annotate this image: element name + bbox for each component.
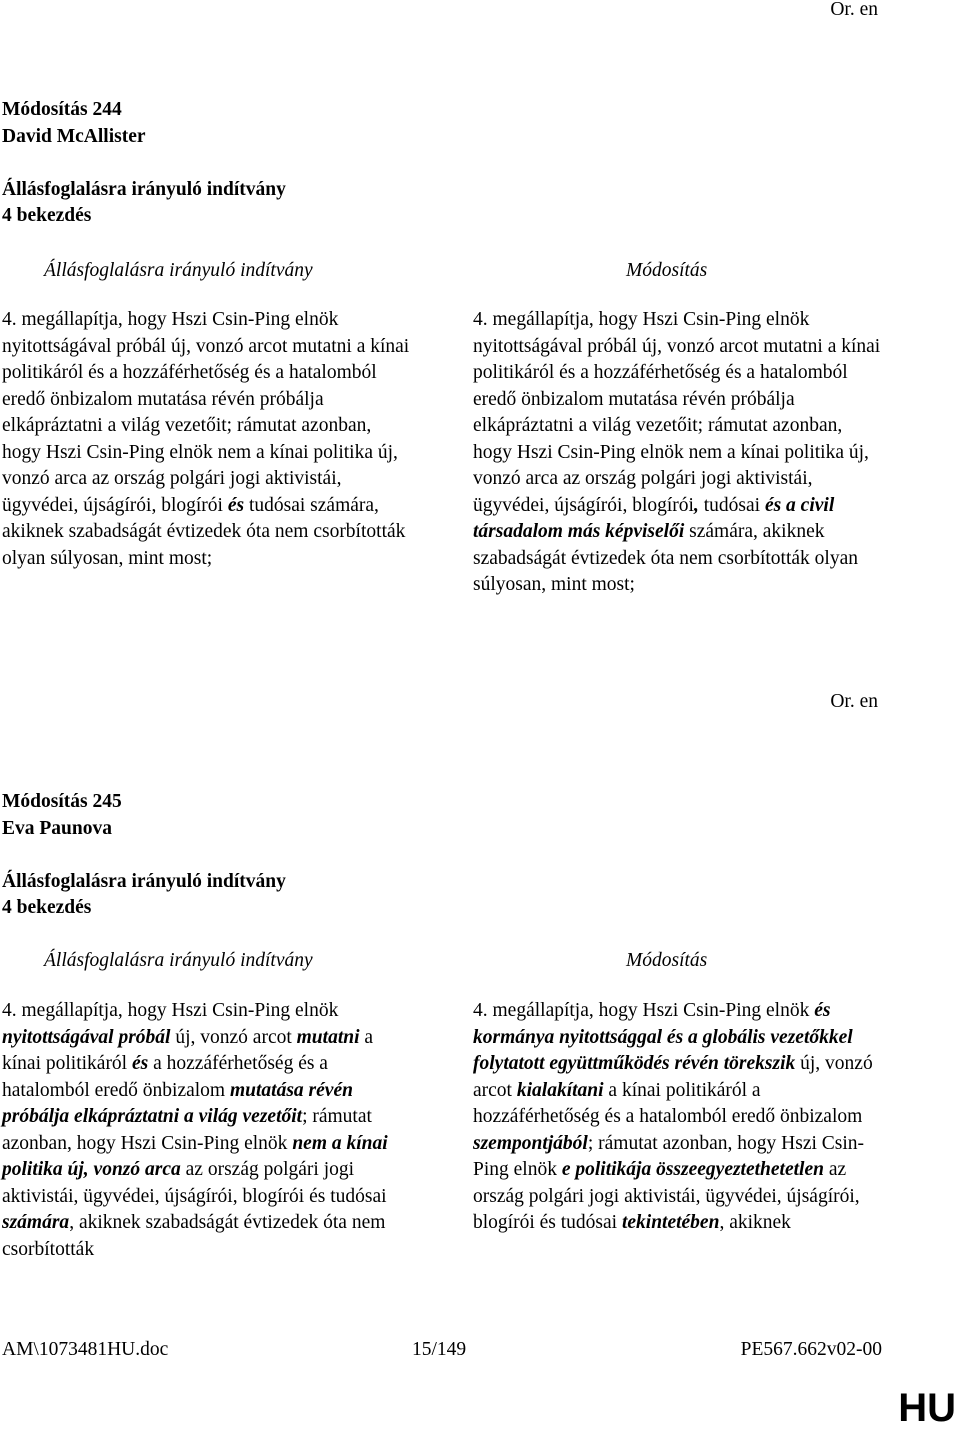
original-text bbox=[2, 998, 412, 1263]
changed-text-segment: , bbox=[693, 494, 699, 516]
right-column-heading: Módosítás bbox=[626, 260, 708, 281]
original-language-label: Or. en bbox=[830, 691, 878, 712]
changed-text-segment: mutatni bbox=[296, 1026, 360, 1048]
text-segment: tudósai bbox=[698, 494, 765, 516]
amended-text bbox=[473, 998, 883, 1237]
amended-text bbox=[473, 307, 883, 599]
text-segment: , akiknek bbox=[719, 1212, 791, 1233]
text-segment: az ország polgári jogi aktivistái, ügyvédei, újságírói, blogírói és tudósai bbox=[473, 1159, 860, 1233]
changed-text-segment: számára bbox=[2, 1212, 70, 1233]
amendment-header bbox=[2, 97, 286, 230]
changed-text-segment: tekintetében bbox=[621, 1212, 720, 1233]
changed-text-segment: és a civil társadalom más képviselői bbox=[473, 494, 835, 542]
amendment-header bbox=[2, 789, 286, 922]
text-segment: a kínai politikáról a hozzáférhetőség és a hatalomból eredő önbizalom bbox=[473, 1079, 863, 1127]
page-number: 15/149 bbox=[412, 1339, 467, 1360]
text-segment: új, vonzó arcot bbox=[473, 1053, 873, 1101]
text-segment: a hozzáférhetőség és a hatalomból eredő önbizalom bbox=[2, 1053, 328, 1101]
text-segment: 4. megállapítja, hogy Hszi Csin-Ping elnök nyitottságával próbál új, vonzó arcot mutatni a kínai politikáról és a hozzáférhetőség és a hatalomból eredő önbizalom mutatása révén próbálja elkápráztatni a világ vezetőit; rámutat azonban, hogy Hszi Csin-Ping elnök nem a kínai politika új, vonzó arca az ország polgári jogi aktivistái, ügyvédei, újságírói, blogírói bbox=[2, 309, 410, 516]
text-segment: 4. megállapítja, hogy Hszi Csin-Ping elnök bbox=[2, 1000, 339, 1021]
changed-text-segment: szempontjából bbox=[473, 1132, 588, 1154]
text-segment: 4. megállapítja, hogy Hszi Csin-Ping elnök bbox=[473, 1000, 815, 1021]
text-segment: ; rámutat azonban, hogy Hszi Csin-Ping elnök bbox=[473, 1132, 865, 1180]
changed-text-segment: kialakítani bbox=[516, 1079, 604, 1101]
pe-reference: PE567.662v02-00 bbox=[740, 1339, 882, 1360]
text-segment: 4. megállapítja, hogy Hszi Csin-Ping elnök nyitottságával próbál új, vonzó arcot mutatni a kínai politikáról és a hozzáférhetőség és a hatalomból eredő önbizalom mutatása révén próbálja elkápráztatni a világ vezetőit; rámutat azonban, hogy Hszi Csin-Ping elnök nem a kínai politika új, vonzó arca az ország polgári jogi aktivistái, ügyvédei, újságírói, blogírói bbox=[473, 309, 881, 516]
left-column-heading: Állásfoglalásra irányuló indítvány bbox=[44, 950, 313, 971]
document-reference: AM\1073481HU.doc bbox=[2, 1339, 169, 1360]
changed-text-segment: mutatása révén próbálja elkápráztatni a világ vezetőit bbox=[2, 1079, 353, 1127]
amendment-number: Módosítás 244 bbox=[2, 99, 122, 120]
language-mark: HU bbox=[898, 1386, 956, 1430]
page-footer bbox=[2, 1337, 882, 1363]
right-column-heading: Módosítás bbox=[626, 950, 708, 971]
left-column-heading: Állásfoglalásra irányuló indítvány bbox=[44, 260, 313, 281]
text-segment: új, vonzó arcot bbox=[170, 1026, 297, 1048]
changed-text-segment: és bbox=[131, 1053, 149, 1074]
text-segment: ; rámutat azonban, hogy Hszi Csin-Ping elnök bbox=[2, 1106, 372, 1154]
text-segment: számára, akiknek szabadságát évtizedek óta nem csorbították olyan súlyosan, mint most; bbox=[473, 521, 858, 595]
changed-text-segment: nem a kínai politika új, vonzó arca bbox=[2, 1132, 388, 1180]
amendment-number: Módosítás 245 bbox=[2, 791, 122, 812]
changed-text-segment: és kormánya nyitottsággal és a globális vezetőkkel folytatott együttműködés révén törekszik bbox=[473, 1000, 853, 1074]
amendment-author: David McAllister bbox=[2, 125, 146, 147]
changed-text-segment: és bbox=[227, 494, 245, 516]
text-segment: , akiknek szabadságát évtizedek óta nem csorbították bbox=[2, 1212, 386, 1260]
changed-text-segment: e politikája összeegyeztethetetlen bbox=[561, 1159, 824, 1180]
amended-document: Állásfoglalásra irányuló indítvány bbox=[2, 178, 286, 200]
amended-paragraph: 4 bekezdés bbox=[2, 205, 92, 226]
amendment-author: Eva Paunova bbox=[2, 817, 112, 839]
text-segment: a kínai politikáról bbox=[2, 1026, 374, 1074]
text-segment: az ország polgári jogi aktivistái, ügyvédei, újságírói, blogírói és tudósai bbox=[2, 1159, 387, 1207]
changed-text-segment: nyitottságával próbál bbox=[2, 1026, 171, 1048]
text-segment: tudósai számára, akiknek szabadságát évtizedek óta nem csorbították olyan súlyosan, mint most; bbox=[2, 494, 406, 569]
amended-document: Állásfoglalásra irányuló indítvány bbox=[2, 870, 286, 892]
original-language-label: Or. en bbox=[830, 0, 878, 20]
original-text bbox=[2, 307, 412, 572]
amended-paragraph: 4 bekezdés bbox=[2, 897, 92, 918]
